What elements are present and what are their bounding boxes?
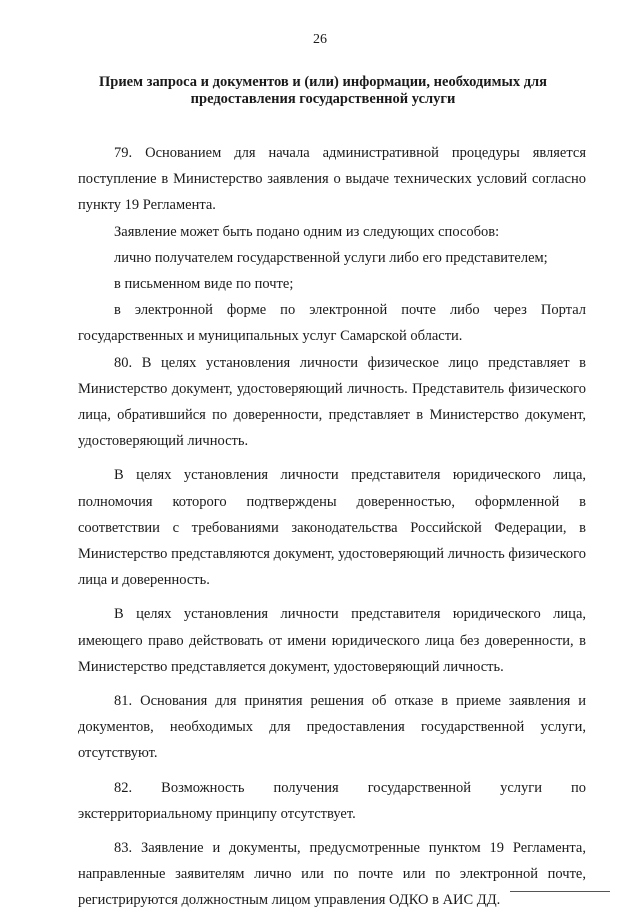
paragraph-method-in-person: лично получателем государственной услуги либо его представителем; (114, 249, 548, 266)
paragraph-82: 82. Возможность получения государственной услуги по экстерриториальному принципу отсутствует. (78, 779, 586, 822)
page-number: 26 (313, 32, 327, 47)
paragraph-83: 83. Заявление и документы, предусмотренные пунктом 19 Регламента, направленные заявителям лично или по почте или по электронной почте, регистрируются должностным лицом управления ОДКО в АИС ДД. (78, 840, 586, 909)
paragraph-legal-rep-no-proxy: В целях установления личности представителя юридического лица, имеющего право действовать от имени юридического лица без доверенности, в Министерство представляется документ, удостоверяющий личность. (78, 606, 586, 675)
paragraph-79: 79. Основанием для начала административной процедуры является поступление в Министерство заявления о выдаче технических условий согласно пункту 19 Регламента. (78, 145, 586, 214)
paragraph-80: 80. В целях установления личности физическое лицо представляет в Министерство документ, удостоверяющий личность. Представитель физического лица, обратившийся по доверенности, представляет в Министерство документ, удостоверяющий личность. (78, 354, 586, 450)
paragraph-81: 81. Основания для принятия решения об отказе в приеме заявления и документов, необходимых для предоставления государственной услуги, отсутствуют. (78, 693, 586, 762)
paragraph-legal-rep-proxy: В целях установления личности представителя юридического лица, полномочия которого подтверждены доверенностью, оформленной в соответствии с требованиями законодательства Российской Федерации, в Министерство представляются документ, удостоверяющий личность физического лица и доверенность. (78, 467, 586, 589)
paragraph-method-mail: в письменном виде по почте; (114, 276, 294, 293)
document-body (78, 140, 586, 914)
paragraph-submission-methods: Заявление может быть подано одним из следующих способов: (114, 223, 500, 240)
section-heading: Прием запроса и документов и (или) информации, необходимых для предоставления государственной услуги (98, 74, 548, 107)
footer-divider (510, 891, 610, 892)
paragraph-method-electronic: в электронной форме по электронной почте либо через Портал государственных и муниципальных услуг Самарской области. (78, 302, 586, 345)
